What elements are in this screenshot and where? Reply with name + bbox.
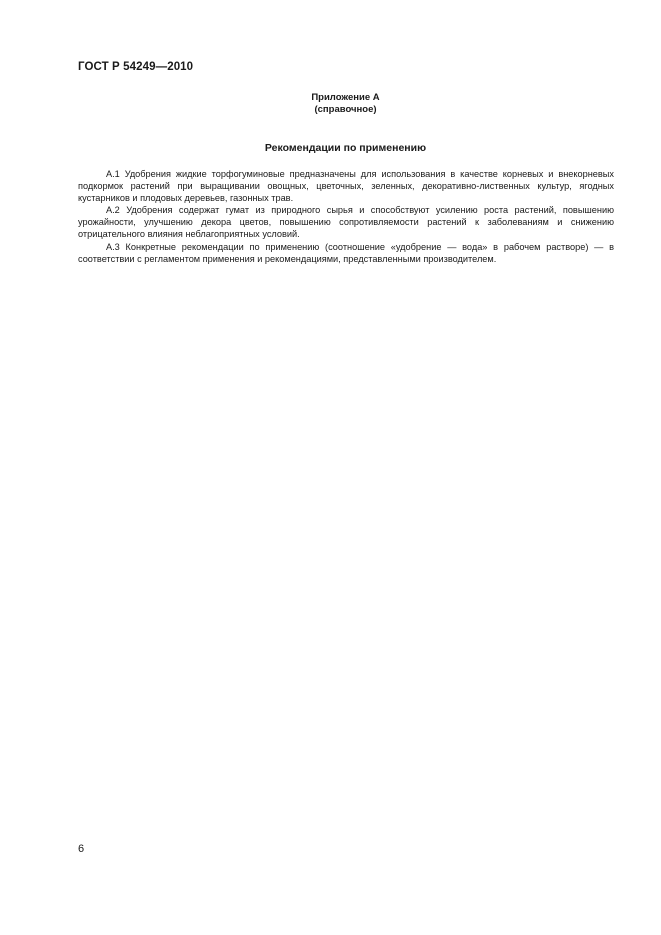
- body-text: [78, 168, 614, 265]
- paragraph-a1: А.1 Удобрения жидкие торфогуминовые предназначены для использования в качестве корневых и внекорневых подкормок растений при выращивании овощных, цветочных, зеленных, декоративно-лиственных культур, ягодных кустарников и плодовых деревьев, газонных трав.: [78, 169, 614, 204]
- section-title: Рекомендации по применению: [264, 142, 427, 154]
- appendix-subtitle: (справочное): [314, 104, 377, 115]
- document-code: ГОСТ Р 54249—2010: [78, 61, 194, 73]
- page-number: 6: [78, 843, 85, 855]
- appendix-title: Приложение А: [311, 92, 380, 103]
- paragraph-a2: А.2 Удобрения содержат гумат из природного сырья и способствуют усилению роста растений, повышению урожайности, улучшению декора цветов, повышению сопротивляемости растений к заболеваниям и снижению отрицательного влияния неблагоприятных условий.: [78, 205, 614, 240]
- paragraph-a3: А.3 Конкретные рекомендации по применению (соотношение «удобрение — вода» в рабочем растворе) — в соответствии с регламентом применения и рекомендациями, представленными производителем.: [78, 241, 614, 264]
- appendix-heading: [0, 92, 661, 116]
